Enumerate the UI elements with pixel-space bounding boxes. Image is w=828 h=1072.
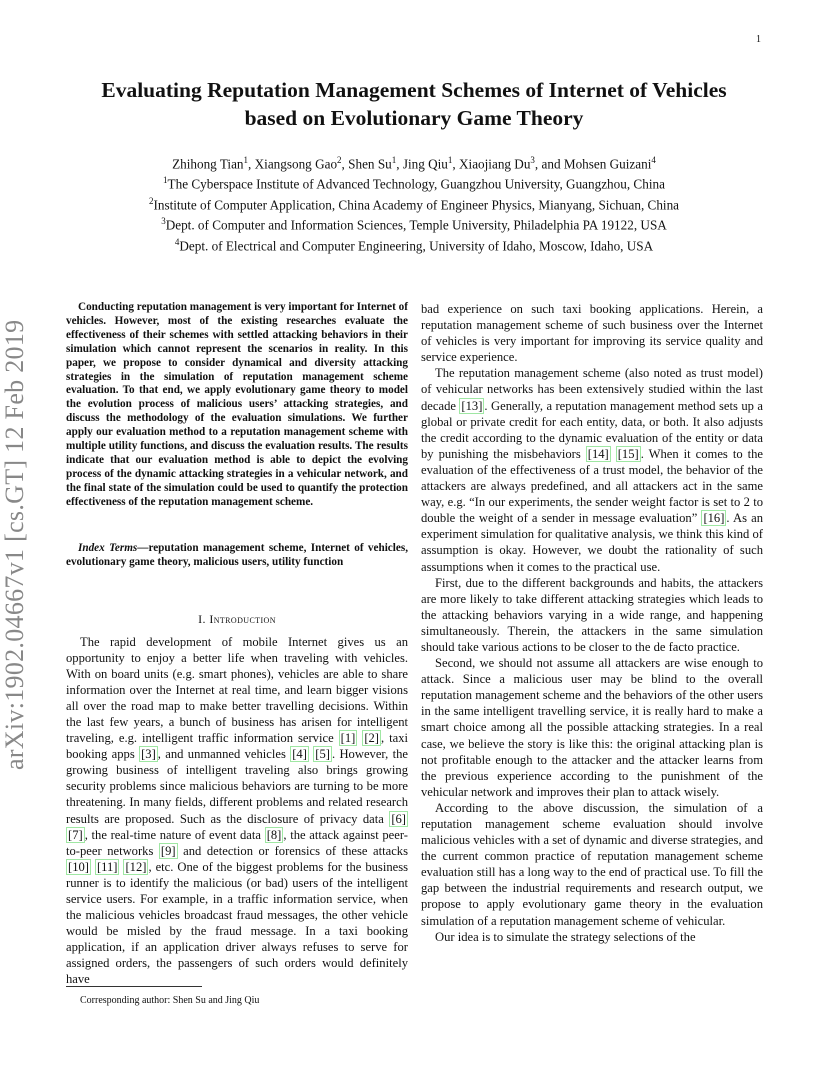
author-affiliation-mark: 1 — [243, 155, 249, 165]
page-number: 1 — [756, 34, 761, 45]
title-line-1: Evaluating Reputation Management Schemes of Internet of Vehicles — [101, 78, 727, 102]
text-run: . Generally, a reputation management method sets up a global or private credit for each entity, data, or both. It also adjusts the credit according to the dynamic evaluation of the entity or data by punishing the misbehaviors — [421, 398, 764, 461]
citation-link[interactable]: [8] — [266, 827, 282, 842]
author-affiliation-mark: 4 — [651, 155, 656, 165]
author-affiliation-mark: 1 — [391, 155, 397, 165]
author-name: Shen Su — [348, 156, 392, 172]
right-paragraph-5: Our idea is to simulate the strategy selections of the — [435, 929, 696, 944]
footnote: Corresponding author: Shen Su and Jing Qiu — [80, 995, 260, 1006]
citation-link[interactable]: [6] — [391, 811, 406, 826]
citation-link[interactable]: [10] — [68, 859, 89, 874]
citation-link[interactable]: [14] — [587, 446, 609, 461]
author-name: Xiangsong Gao — [254, 156, 338, 172]
text-run: . When it comes to the evaluation of the effectiveness of a trust model, the behavior of the attackers are always predefined, and all attackers act in the same way, e.g. “In our experiments, the sender weight factor is set to 2 to double the weight of a sender in message evaluation” — [421, 446, 763, 526]
right-paragraph-3: Second, we should not assume all attackers are wise enough to attack. Since a malicious user may be blind to the overall reputation management scheme and the behaviors of the other users in the same intelligent travelling service, it is really hard to make a smart choice among all the possible attacking strategies. In a real case, we believe the story is like this: the original attacking plan is not profitable enough to the attacker and the attacker learns from the previous experience according to the punishment of the vehicular network and improves their plan to attack wisely. — [421, 656, 763, 799]
text-run: , the attack against peer-to-peer networks — [66, 827, 408, 858]
author-list: Zhihong Tian$^1$, Xiangsong Gao$^2$, Shen Su$^1$, Jing Qiu$^1$, Xiaojiang Du$^3$, and Mohsen Guizani$^4$ — [172, 155, 656, 172]
author-affiliation-mark: 3 — [530, 155, 535, 165]
text-run: and detection or forensics of these attacks — [177, 843, 408, 858]
index-terms — [66, 542, 408, 570]
text-run: . As an experiment simulation for qualitative analysis, we think this kind of assumption is okay. However, we doubt the rationality of such assumptions when it comes to the practical use. — [421, 511, 763, 574]
footnote-rule — [66, 986, 202, 987]
affiliation — [40, 234, 788, 254]
right-paragraph-0: bad experience on such taxi booking applications. Herein, a reputation management scheme of such business over the Internet of vehicles is very important for improving its service quality and service experience. — [421, 302, 763, 365]
citation-link[interactable]: [9] — [160, 843, 176, 858]
right-paragraph-1 — [421, 365, 763, 574]
affiliation-mark: 3 — [161, 216, 166, 227]
text-run: The reputation management scheme (also noted as trust model) of vehicular networks has been extensively studied within the last decade — [421, 366, 763, 413]
text-run — [611, 447, 616, 461]
abstract: Conducting reputation management is very important for Internet of vehicles. However, most of the existing researches evaluate the effectiveness of their schemes with settled attacking behaviors in their simulation which cannot represent the scenarios in reality. In this paper, we propose to consider dynamical and diversity attacking strategies in the simulation of reputation management scheme evaluation. To that end, we apply evolutionary game theory to model the evolution process of malicious users’ attacking strategies, and discuss the methodology of the evaluation simulations. We further apply our evaluation method to a reputation management scheme with multiple utility functions, and discuss the evaluation results. The results indicate that our evaluation method is able to depict the evolving process of the dynamic attacking strategies in a vehicular network, and the final state of the simulation could be used to quantify the protection effectiveness of the reputation management scheme. — [66, 301, 408, 508]
index-terms-label: Index Terms — [78, 541, 138, 554]
citation-link[interactable]: [1] — [340, 731, 356, 746]
affiliation-mark: 4 — [174, 236, 180, 247]
author-name: Jing Qiu — [402, 156, 448, 172]
citation-link[interactable]: [3] — [141, 747, 156, 762]
citation-link[interactable]: [7] — [68, 827, 83, 842]
section-title: Introduction — [209, 612, 276, 627]
affiliation-text: The Cyberspace Institute of Advanced Technology, Guangzhou University, Guangzhou, China — [167, 176, 665, 192]
affiliation-text: Institute of Computer Application, China Academy of Engineer Physics, Mianyang, Sichuan, China — [153, 197, 680, 213]
affiliation — [40, 213, 788, 233]
text-run: , taxi booking apps — [66, 731, 409, 762]
citation-link[interactable]: [4] — [292, 747, 307, 762]
section-number: I. — [198, 612, 210, 627]
title-line-2: based on Evolutionary Game Theory — [244, 106, 584, 130]
text-run: , etc. One of the biggest problems for the business runner is to identify the malicious (or bad) users of the intelligent service users. For example, in a traffic information service, when the malicious vehicles broadcast fraud messages, the other vehicle would be misled by the fraud message. In a taxi booking application, if an application driver always refuses to serve for assigned orders, the passengers of such orders would definitely have — [66, 859, 409, 987]
section-heading — [66, 611, 408, 627]
citation-link[interactable]: [12] — [125, 859, 147, 874]
author-name: Xiaojiang Du — [459, 156, 531, 172]
affiliation — [40, 172, 788, 192]
author-affiliation-mark: 2 — [337, 155, 342, 165]
citation-link[interactable]: [15] — [617, 446, 639, 461]
text-run: . However, the growing business of intelligent traveling also brings growing security problems since malicious behaviors are turning to be more threatening. In many fields, different problems and related research results are proposed. Such as the disclosure of privacy data — [66, 747, 408, 826]
index-terms-text: —reputation management scheme, Internet of vehicles, evolutionary game theory, malicious users, utility function — [66, 541, 408, 568]
right-column — [421, 301, 763, 945]
author-affiliation-mark: 1 — [447, 155, 453, 165]
author-block — [40, 152, 788, 254]
citation-link[interactable]: [13] — [461, 398, 483, 413]
affiliation-text: Dept. of Computer and Information Sciences, Temple University, Philadelphia PA 19122, USA — [165, 217, 667, 233]
citation-link[interactable]: [5] — [315, 747, 330, 762]
citation-link[interactable]: [11] — [96, 859, 118, 874]
affiliation-list — [40, 172, 788, 254]
affiliation-mark: 2 — [148, 195, 154, 206]
intro-paragraph-1 — [66, 634, 408, 988]
affiliation-text: Dept. of Electrical and Computer Engineering, University of Idaho, Moscow, Idaho, USA — [179, 237, 654, 253]
arxiv-identifier: arXiv:1902.04667v1 [cs.GT] 12 Feb 2019 — [0, 319, 29, 770]
author-name: Zhihong Tian — [172, 156, 244, 172]
affiliation-mark: 1 — [163, 175, 168, 186]
citation-link[interactable]: [2] — [364, 731, 379, 746]
right-paragraph-4: According to the above discussion, the simulation of a reputation management scheme evaluation should involve malicious vehicles with a set of dynamic and diverse strategies, and the current common practice of reputation management scheme evaluation still has a long way to the end of practical use. To fill the gap between the industrial requirements and research output, we propose to apply evolutionary game theory in the evaluation simulation of a reputation management scheme of vehicular. — [421, 800, 763, 928]
arxiv-stamp — [0, 0, 30, 770]
right-paragraph-2: First, due to the different backgrounds and habits, the attackers are more likely to take different attacking strategies which leads to the attacking behaviors varying in a wide range, and happening simultaneously. Therein, the attackers in the same simulation should take various actions to be closer to the de facto practice. — [421, 575, 763, 654]
author-name: Mohsen Guizani — [563, 156, 652, 172]
text-run: The rapid development of mobile Internet gives us an opportunity to enjoy a better life when traveling with vehicles. With on board units (e.g. smart phones), vehicles are able to share information over the Internet at real time, and learn bigger visions all over the road map to make better travelling decisions. Within the last few years, a bunch of business has arisen for intelligent traveling, e.g. intelligent traffic information service — [66, 634, 408, 746]
citation-link[interactable]: [16] — [703, 511, 725, 526]
paper-title — [40, 76, 788, 132]
text-run: , the real-time nature of event data — [84, 827, 265, 842]
left-column — [66, 301, 408, 988]
text-run: , and unmanned vehicles — [157, 747, 291, 762]
affiliation — [40, 193, 788, 213]
